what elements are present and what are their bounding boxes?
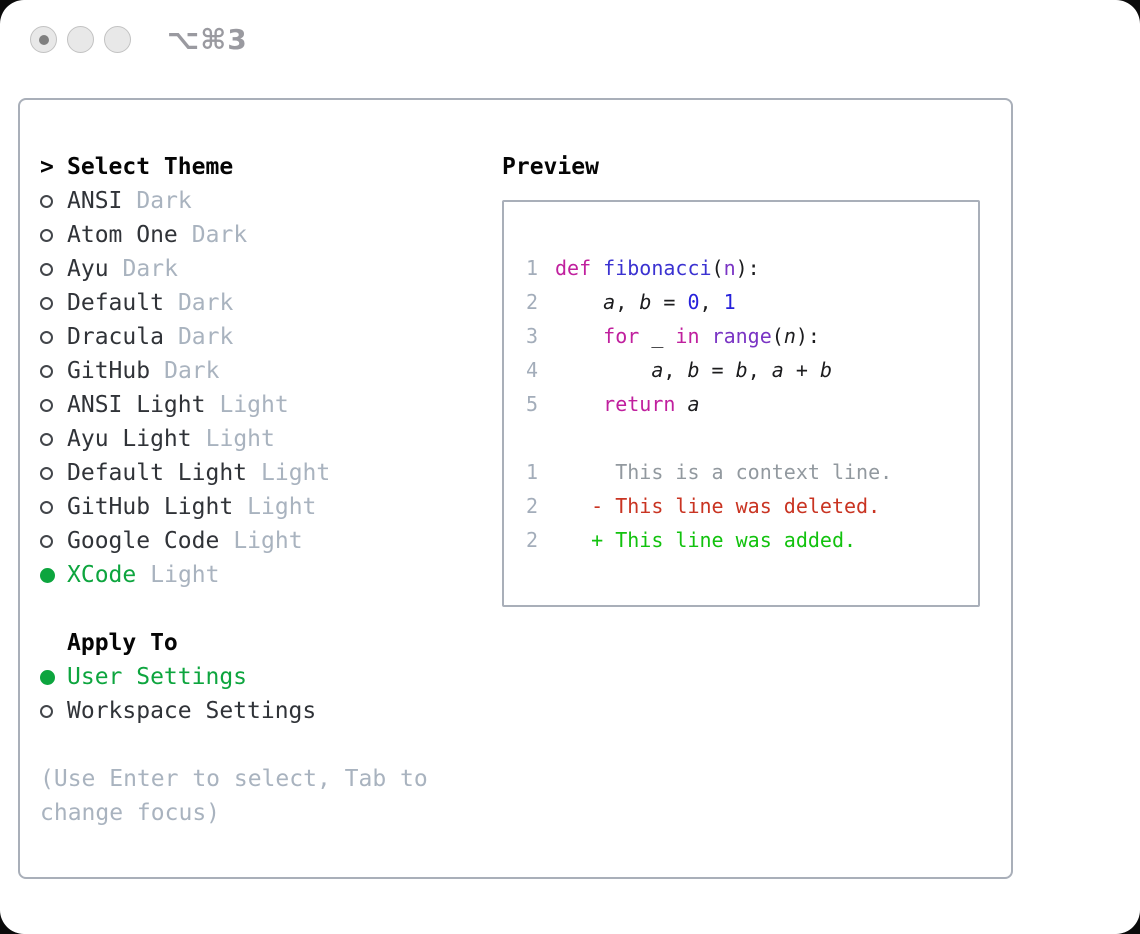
radio-icon [40,365,53,378]
diff-preview [524,455,978,557]
theme-selector-column [40,150,502,877]
radio-icon [40,331,53,344]
preview-header [502,150,1011,184]
line-number: 2 [525,290,538,314]
code-text: return a [603,392,700,416]
apply-to-list [40,660,502,728]
theme-variant: Dark [177,324,234,350]
diff-line-deleted [524,489,978,523]
theme-option-ayu-light[interactable] [40,422,502,456]
theme-name: Default Light [67,460,248,486]
theme-option-atom-one[interactable] [40,218,502,252]
radio-selected-icon [40,670,55,685]
theme-option-ansi-light[interactable] [40,388,502,422]
preview-box [502,200,980,607]
theme-variant: Light [261,460,331,486]
radio-cell [40,670,67,685]
apply-to-header [40,626,502,660]
theme-option-ansi[interactable] [40,184,502,218]
radio-icon [40,501,53,514]
theme-option-github-light[interactable] [40,490,502,524]
radio-cell [40,195,67,208]
radio-icon [40,195,53,208]
radio-cell [40,297,67,310]
radio-cell [40,705,67,718]
radio-cell [40,365,67,378]
code-line [524,319,978,353]
apply-option-workspace-settings[interactable] [40,694,502,728]
theme-variant: Dark [191,222,248,248]
theme-name: XCode [67,562,137,588]
code-line [524,251,978,285]
line-number: 2 [525,494,538,518]
line-number: 1 [525,460,538,484]
theme-option-default[interactable] [40,286,502,320]
theme-name: Ayu Light [67,426,192,452]
blank-line [524,421,978,455]
hint-text: (Use Enter to select, Tab to change focus) [40,766,428,826]
theme-list [40,184,502,592]
code-text: def fibonacci(n): [555,256,760,280]
theme-name: ANSI Light [67,392,206,418]
select-theme-title: Select Theme [67,154,234,180]
line-number: 3 [525,324,538,348]
theme-name: GitHub [67,358,151,384]
radio-icon [40,433,53,446]
traffic-light-zoom-icon[interactable] [104,26,131,53]
theme-option-google-code[interactable] [40,524,502,558]
prompt-icon: > [40,154,54,180]
diff-text: - This line was deleted. [555,494,881,518]
theme-name: ANSI [67,188,123,214]
code-line [524,353,978,387]
radio-icon [40,399,53,412]
theme-variant: Light [247,494,317,520]
theme-name: Ayu [67,256,109,282]
theme-name: Google Code [67,528,220,554]
code-text: a, b = 0, 1 [603,290,736,314]
traffic-light-close-icon[interactable] [30,26,57,53]
apply-option-label: Workspace Settings [67,698,317,724]
radio-cell [40,263,67,276]
code-preview [524,251,978,421]
theme-variant: Light [233,528,303,554]
theme-variant: Dark [136,188,192,214]
code-text: for _ in range(n): [603,324,820,348]
radio-icon [40,535,53,548]
line-number: 5 [525,392,538,416]
line-number: 4 [525,358,538,382]
radio-cell [40,568,67,583]
apply-option-label: User Settings [67,664,248,690]
diff-line-context [524,455,978,489]
code-line [524,387,978,421]
radio-cell [40,229,67,242]
traffic-light-minimize-icon[interactable] [67,26,94,53]
theme-name: Dracula [67,324,164,350]
theme-variant: Light [219,392,289,418]
radio-icon [40,263,53,276]
radio-cell [40,331,67,344]
radio-icon [40,229,53,242]
diff-text: This is a context line. [555,460,893,484]
titlebar [30,23,248,56]
theme-variant: Dark [122,256,178,282]
theme-option-ayu[interactable] [40,252,502,286]
code-line [524,285,978,319]
radio-cell [40,467,67,480]
theme-option-default-light[interactable] [40,456,502,490]
theme-picker-dialog [18,98,1013,879]
theme-variant: Dark [164,358,220,384]
theme-option-xcode[interactable] [40,558,502,592]
preview-title: Preview [502,154,599,180]
apply-to-title: Apply To [67,630,178,656]
select-theme-header [40,150,502,184]
theme-option-github[interactable] [40,354,502,388]
theme-name: Atom One [67,222,178,248]
keyboard-shortcut-label: ⌥⌘3 [167,23,248,56]
line-number: 1 [525,256,538,280]
radio-icon [40,297,53,310]
theme-variant: Dark [177,290,234,316]
radio-cell [40,501,67,514]
radio-cell [40,535,67,548]
radio-cell [40,433,67,446]
theme-name: Default [67,290,164,316]
radio-icon [40,467,53,480]
active-window-dot-icon [39,35,49,45]
line-number: 2 [525,528,538,552]
theme-variant: Light [205,426,275,452]
preview-column [502,150,1011,877]
diff-text: + This line was added. [555,528,857,552]
code-text: a, b = b, a + b [651,358,832,382]
theme-variant: Light [150,562,220,588]
theme-name: GitHub Light [67,494,234,520]
radio-icon [40,705,53,718]
radio-selected-icon [40,568,55,583]
theme-option-dracula[interactable] [40,320,502,354]
radio-cell [40,399,67,412]
apply-option-user-settings[interactable] [40,660,502,694]
diff-line-added [524,523,978,557]
